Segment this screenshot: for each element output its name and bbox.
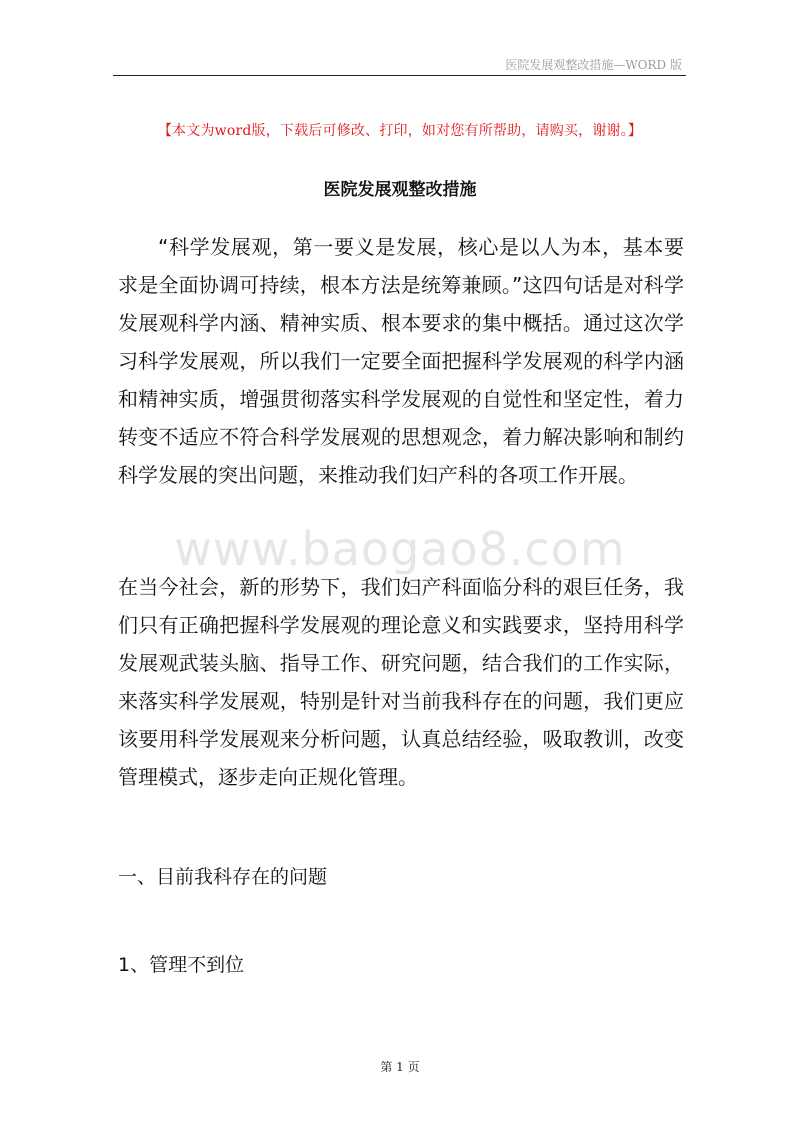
running-header: 医院发展观整改措施—WORD 版 bbox=[505, 58, 682, 72]
page-number: 第 1 页 bbox=[380, 1060, 420, 1074]
watermark: www.baogao8.com bbox=[174, 522, 626, 576]
document-title: 医院发展观整改措施 bbox=[323, 180, 477, 200]
paragraph-context: 在当今社会，新的形势下，我们妇产科面临分科的艰巨任务，我们只有正确把握科学发展观的理论意义和实践要求，坚持用科学发展观武装头脑、指导工作、研究问题，结合我们的工作实际，来落实科学发展观，特别是针对当前我科存在的问题，我们更应该要用科学发展观来分析问题，认真总结经验，吸取教训，改变管理模式，逐步走向正规化管理。 bbox=[118, 575, 684, 789]
purchase-notice: 【本文为word版，下载后可修改、打印，如对您有所帮助，请购买，谢谢。】 bbox=[157, 123, 643, 139]
section-heading: 一、目前我科存在的问题 bbox=[118, 866, 328, 888]
paragraph-intro: “科学发展观，第一要义是发展，核心是以人为本，基本要求是全面协调可持续，根本方法是统筹兼顾。”这四句话是对科学发展观科学内涵、精神实质、根本要求的集中概括。通过这次学习科学发展观，所以我们一定要全面把握科学发展观的科学内涵和精神实质，增强贯彻落实科学发展观的自觉性和坚定性，着力转变不适应不符合科学发展观的思想观念，着力解决影响和制约科学发展的突出问题，来推动我们妇产科的各项工作开展。 bbox=[118, 235, 684, 487]
header-divider bbox=[113, 75, 686, 76]
subsection-heading: 1、管理不到位 bbox=[118, 954, 245, 976]
